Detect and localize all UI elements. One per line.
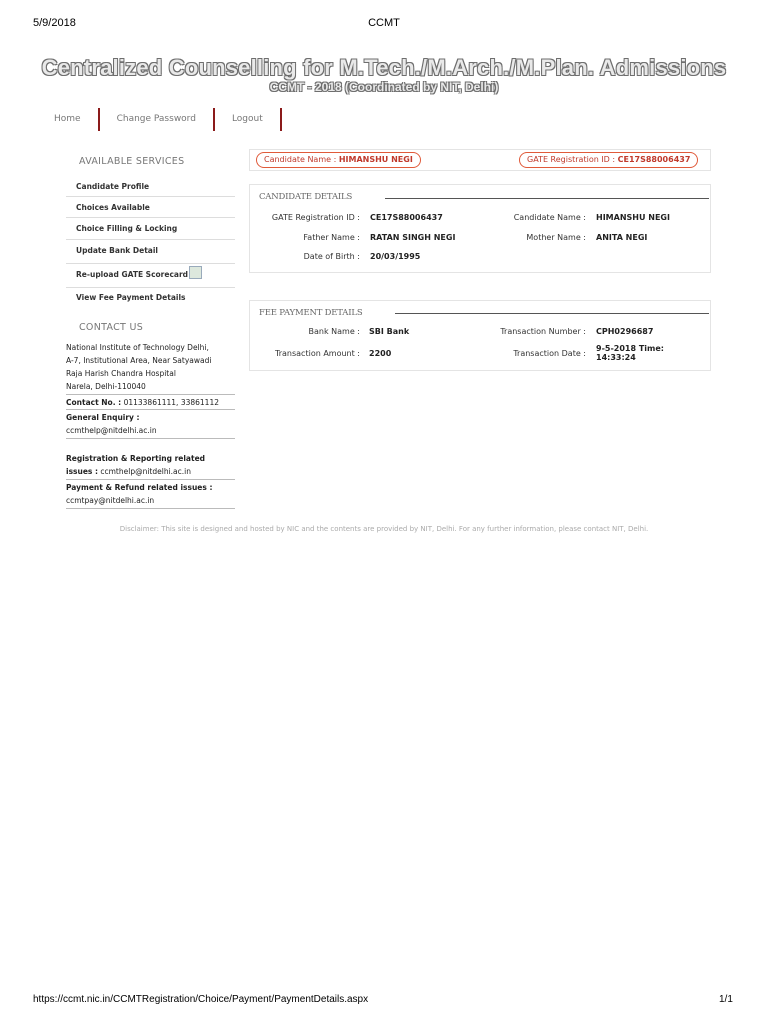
site-title: Centralized Counselling for M.Tech./M.Arch./M.Plan. Admissions — [41, 55, 727, 80]
contact-no-value: 01133861111, 33861112 — [121, 398, 220, 407]
badge-value: CE17S88006437 — [617, 155, 691, 164]
payment-issues-label: Payment & Refund related issues : — [66, 483, 213, 492]
payment-issues — [66, 481, 235, 507]
section-rule — [385, 198, 709, 199]
print-date: 5/9/2018 — [33, 17, 76, 29]
registration-issues — [66, 452, 235, 478]
reg-issues-label: Registration & Reporting related — [66, 454, 206, 463]
section-rule — [395, 313, 709, 314]
print-page-number: 1/1 — [719, 994, 733, 1005]
print-url: https://ccmt.nic.in/CCMTRegistration/Choice/Payment/PaymentDetails.aspx — [33, 994, 369, 1005]
father-name-value: RATAN SINGH NEGI — [370, 233, 456, 242]
divider — [66, 508, 235, 509]
candidate-name-value: HIMANSHU NEGI — [596, 213, 670, 222]
nav-change-password[interactable]: Change Password — [100, 108, 215, 131]
gate-id-badge — [519, 152, 698, 168]
badge-value: HIMANSHU NEGI — [338, 155, 413, 164]
nav-home[interactable]: Home — [37, 108, 100, 131]
contact-us-heading: CONTACT US — [79, 322, 144, 333]
candidate-name-label: Candidate Name : — [513, 213, 586, 222]
candidate-name-badge — [256, 152, 421, 168]
father-name-label: Father Name : — [303, 233, 360, 242]
general-enquiry-label: General Enquiry : — [66, 413, 140, 422]
transaction-amount-value: 2200 — [369, 349, 392, 358]
sidebar-item-update-bank[interactable]: Update Bank Detail — [66, 240, 235, 264]
bank-name-label: Bank Name : — [308, 327, 360, 336]
transaction-amount-label: Transaction Amount : — [275, 349, 360, 358]
address-line: Raja Harish Chandra Hospital — [66, 369, 176, 378]
transaction-time-line: 14:33:24 — [596, 353, 636, 362]
sidebar-item-candidate-profile[interactable]: Candidate Profile — [66, 176, 235, 197]
transaction-number-value: CPH0296687 — [596, 327, 654, 336]
gate-id-label: GATE Registration ID : — [271, 213, 360, 222]
candidate-details-heading: CANDIDATE DETAILS — [259, 192, 353, 202]
mother-name-value: ANITA NEGI — [596, 233, 648, 242]
sidebar-item-reupload-gate[interactable] — [66, 264, 235, 288]
contact-address — [66, 341, 235, 393]
badge-label: GATE Registration ID : — [527, 155, 616, 164]
divider — [66, 479, 235, 480]
bank-name-value: SBI Bank — [369, 327, 410, 336]
fee-details-heading: FEE PAYMENT DETAILS — [259, 308, 363, 318]
general-enquiry — [66, 411, 235, 437]
badge-label: Candidate Name : — [264, 155, 337, 164]
address-line: National Institute of Technology Delhi, — [66, 343, 209, 352]
print-title: CCMT — [368, 17, 400, 29]
transaction-date-line: 9-5-2018 Time: — [596, 344, 664, 353]
sidebar-item-view-fee[interactable]: View Fee Payment Details — [76, 293, 186, 302]
reg-issues-email[interactable]: ccmthelp@nitdelhi.ac.in — [98, 467, 191, 476]
divider — [66, 409, 235, 410]
contact-no-label: Contact No. : — [66, 398, 122, 407]
dob-label: Date of Birth : — [303, 252, 360, 261]
transaction-date-value — [596, 344, 664, 362]
sidebar-item-label: Re-upload GATE Scorecard — [76, 270, 189, 279]
nav-logout[interactable]: Logout — [215, 108, 282, 131]
address-line: Narela, Delhi-110040 — [66, 382, 146, 391]
reg-issues-label-2: issues : — [66, 467, 98, 476]
disclaimer: Disclaimer: This site is designed and hosted by NIC and the contents are provided by NIT, Delhi. For any further information, please contact NIT, Delhi. — [119, 525, 649, 533]
available-services-heading: AVAILABLE SERVICES — [79, 156, 185, 167]
transaction-number-label: Transaction Number : — [500, 327, 586, 336]
sidebar-item-choice-filling[interactable]: Choice Filling & Locking — [66, 218, 235, 240]
top-nav — [37, 108, 282, 131]
payment-issues-email[interactable]: ccmtpay@nitdelhi.ac.in — [66, 496, 155, 505]
divider — [66, 438, 235, 439]
transaction-date-label: Transaction Date : — [513, 349, 586, 358]
general-enquiry-email[interactable]: ccmthelp@nitdelhi.ac.in — [66, 426, 157, 435]
sidebar-item-choices-available[interactable]: Choices Available — [66, 197, 235, 218]
broken-image-icon — [189, 266, 202, 279]
divider — [66, 394, 235, 395]
site-subtitle: CCMT - 2018 (Coordinated by NIT, Delhi) — [269, 80, 499, 94]
contact-number — [66, 396, 235, 409]
dob-value: 20/03/1995 — [370, 252, 421, 261]
mother-name-label: Mother Name : — [526, 233, 586, 242]
address-line: A-7, Institutional Area, Near Satyawadi — [66, 356, 212, 365]
gate-id-value: CE17S88006437 — [370, 213, 443, 222]
